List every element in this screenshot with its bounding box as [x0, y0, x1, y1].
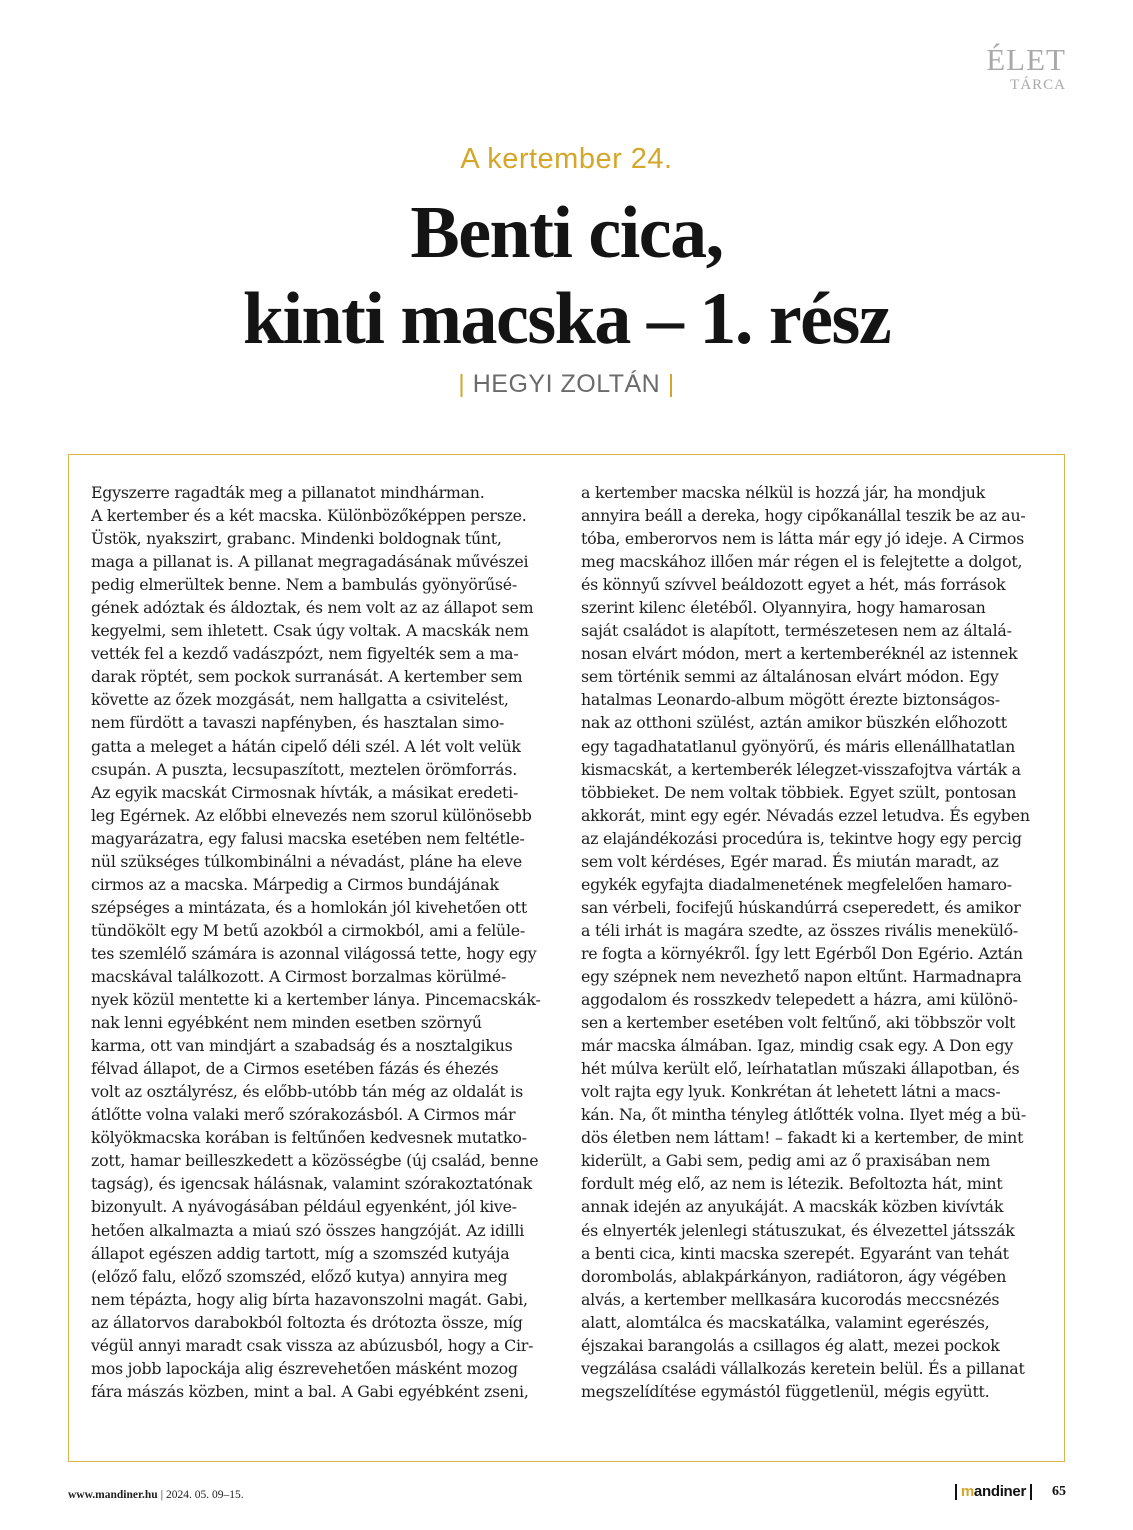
text-line: követte az őzek mozgását, nem hallgatta a csivitelést, [91, 690, 509, 710]
text-line: annyira beáll a dereka, hogy cipőkanállal teszik be az au- [581, 506, 1026, 526]
text-line: macskával találkozott. A Cirmost borzalmas körülmé- [91, 966, 507, 986]
text-line: gének adóztak és áldoztak, és nem volt az az állapot sem [91, 598, 534, 618]
text-line: hetően alkalmazta a miaú szó összes hangzóját. Az idilli [91, 1220, 525, 1240]
headline-line-1: Benti cica, [410, 192, 723, 274]
text-line: dös életben nem láttam! – fakadt ki a kertember, de mint [581, 1128, 1024, 1148]
text-line: és elnyerték jelenlegi státuszukat, és élvezettel játsszák [581, 1220, 1015, 1240]
text-line: re fogta a környékről. Így lett Egérből Don Egério. Aztán [581, 943, 1023, 963]
text-line: kölyökmacska korában is feltűnően kedvesnek mutatko- [91, 1128, 527, 1148]
text-line: A kertember és a két macska. Különbözőképpen persze. [91, 506, 527, 526]
text-line: alatt, alomtálca és macskatálka, valamint egerészés, [581, 1312, 990, 1332]
article-column-1 [91, 481, 549, 1403]
logo-text: andiner [973, 1483, 1026, 1500]
text-line: fára mászás közben, mint a bal. A Gabi egyébként zseni, [91, 1381, 529, 1401]
text-line: tes szemlélő számára is azonnal világossá tette, hogy egy [91, 943, 537, 963]
text-line: akkorát, mint egy egér. Névadás ezzel letudva. És egyben [581, 805, 1030, 825]
text-line: a kertember macska nélkül is hozzá jár, ha mondjuk [581, 483, 986, 502]
text-line: kegyelmi, sem ihletett. Csak úgy voltak. A macskák nem [91, 621, 529, 641]
text-line: szépséges a mintázata, és a homlokán jól kivehetően ott [91, 897, 527, 917]
text-line: volt az osztályrész, és előbb-utóbb tán még az oldalát is [91, 1082, 523, 1102]
text-line: fordult még elő, az nem is létezik. Befoltozta hát, mint [581, 1174, 1003, 1194]
text-line: aggodalom és rosszkedv telepedett a házra, ami különö- [581, 990, 1018, 1010]
text-line: tóba, emberorvos nem is látta már egy jó ideje. A Cirmos [581, 529, 1025, 549]
text-line: kismacskát, a kertemberék lélegzet-visszafojtva várták a [581, 759, 1021, 779]
text-line: nem fürdött a tavaszi napfényben, és hasztalan simo- [91, 713, 505, 733]
text-line: volt rajta egy lyuk. Konkrétan át lehetett látni a macs- [581, 1082, 1001, 1102]
text-line: a téli irhát is magára szedte, az összes rivális menekülő- [581, 920, 1019, 940]
page-number: 65 [1052, 1484, 1066, 1499]
text-line: sen a kertember esetében volt feltűnő, aki többször volt [581, 1013, 1016, 1033]
series-title: A kertember 24. [460, 143, 673, 175]
text-line: állapot egészen addig tartott, míg a szomszéd kutyája [91, 1243, 510, 1263]
section-subname: TÁRCA [1010, 77, 1066, 93]
text-line: Egyszerre ragadták meg a pillanatot mindhárman. [91, 483, 485, 502]
headline-line-2: kinti macska – 1. rész [242, 278, 891, 360]
logo-accent: m [960, 1483, 974, 1500]
text-line: (előző falu, előző szomszéd, előző kutya) annyira meg [91, 1266, 508, 1286]
text-line: a benti cica, kinti macska szerepét. Egyaránt van tehát [581, 1243, 1009, 1263]
text-line: annak idején az anyukáját. A macskák közben kivívták [581, 1197, 1004, 1217]
article-frame [68, 454, 1065, 1462]
text-line: kiderült, a Gabi sem, pedig ami az ő praxisában nem [581, 1151, 990, 1171]
text-line: nyek közül mentette ki a kertember lánya. Pincemacskák- [91, 990, 541, 1010]
text-line: vették fel a kezdő vadászpózt, nem figyelték sem a ma- [91, 644, 519, 664]
text-line: nem tépázta, hogy alig bírta hazavonszolni magát. Gabi, [91, 1289, 528, 1309]
footer-brand [955, 1484, 1066, 1500]
text-line: már macska álmában. Igaz, mindig csak egy. A Don egy [581, 1036, 1014, 1056]
text-line: leg Egérnek. Az előbbi elnevezés nem szorul különösebb [91, 805, 532, 825]
text-line: átlőtte volna valaki merő szórakozásból. A Cirmos már [91, 1105, 516, 1125]
text-line: tagság), és igencsak hálásnak, valamint szórakoztatónak [91, 1174, 532, 1194]
footer-url[interactable]: www.mandiner.hu [68, 1489, 158, 1501]
headline [0, 190, 1133, 362]
text-line: szerint kilenc életéből. Olyannyira, hogy hamarosan [581, 598, 986, 618]
text-line: sem volt kérdéses, Egér marad. És miután maradt, az [581, 851, 999, 871]
text-line: az állatorvos darabokból foltozta és drótozta össze, míg [91, 1312, 523, 1332]
text-line: egy tagadhatatlanul gyönyörű, és máris ellenállhatatlan [581, 736, 1016, 756]
byline-bar-left: | [458, 370, 466, 398]
footer-date: 2024. 05. 09–15. [166, 1489, 244, 1501]
article-column-2 [581, 481, 1039, 1403]
section-tag [986, 44, 1066, 94]
text-line: Az egyik macskát Cirmosnak hívták, a másikat eredeti- [91, 782, 519, 802]
text-line: és könnyű szívvel beáldozott egyet a hét, más források [581, 575, 1006, 595]
text-line: kán. Na, őt mintha tényleg átlőtték volna. Ilyet még a bü- [581, 1105, 1026, 1125]
text-line: éjszakai barangolás a csillagos ég alatt, mezei pockok [581, 1335, 1000, 1355]
text-line: saját családot is alapított, természetesen nem az általá- [581, 621, 1012, 641]
text-line: hét múlva került elő, leírhatatlan műszaki állapotban, és [581, 1059, 1020, 1079]
text-line: egy szépnek nem nevezhető napon eltűnt. Harmadnapra [581, 966, 1022, 986]
text-line: san vérbeli, focifejű húskandúrrá cseperedett, és amikor [581, 897, 1021, 917]
text-line: az elajándékozási procedúra is, tekintve hogy egy percig [581, 828, 1022, 848]
author-name: HEGYI ZOLTÁN [472, 370, 661, 398]
text-line: maga a pillanat is. A pillanat megragadásának művészei [91, 552, 529, 572]
text-line: pedig elmerültek benne. Nem a bambulás gyönyörűsé- [91, 575, 517, 595]
text-line: meg macskához illően már régen el is felejtette a dolgot, [581, 552, 1023, 572]
text-line: Üstök, nyakszirt, grabanc. Mindenki boldognak tűnt, [91, 529, 502, 549]
text-line: nak az otthoni szülést, aztán amikor büszkén előhozott [581, 713, 1007, 733]
text-line: megszelídítése egymástól függetlenül, mégis együtt. [581, 1381, 990, 1401]
text-line: darak röptét, sem pockok surranását. A kertember sem [91, 667, 523, 687]
text-line: csupán. A puszta, lecsupaszított, meztelen örömforrás. [91, 759, 517, 779]
text-line: karma, ott van mindjárt a szabadság és a nosztalgikus [91, 1036, 513, 1056]
text-line: bizonyult. A nyávogásában például egyenként, jól kive- [91, 1197, 517, 1217]
text-line: nak lenni egyébként nem minden esetben szörnyű [91, 1013, 482, 1033]
text-line: nül szükséges túlkombinálni a névadást, pláne ha eleve [91, 851, 522, 871]
footer-separator: | [160, 1489, 163, 1501]
text-line: vegzálása családi vállalkozás keretein belül. És a pillanat [581, 1358, 1025, 1378]
text-line: nosan elvárt módon, mert a kertemberéknél az istennek [581, 644, 1018, 664]
text-line: tündökölt egy M betű azokból a cirmokból, ami a felüle- [91, 920, 525, 940]
mandiner-logo [955, 1484, 1032, 1500]
footer-info [68, 1489, 244, 1501]
text-line: félvad állapot, de a Cirmos esetében fázás és éhezés [91, 1059, 499, 1079]
text-line: gatta a meleget a hátán cipelő déli szél. A lét volt velük [91, 736, 521, 756]
text-line: hatalmas Leonardo-album mögött érezte biztonságos- [581, 690, 1000, 710]
text-line: egykék egyfajta diadalmenetének megfelelően hamaro- [581, 874, 1012, 894]
byline [0, 370, 1133, 399]
section-name: ÉLET [986, 42, 1066, 77]
text-line: zott, hamar beilleszkedett a közösségbe (új család, benne [91, 1151, 539, 1171]
text-line: végül annyi maradt csak vissza az abúzusból, hogy a Cir- [91, 1335, 534, 1355]
byline-bar-right: | [667, 370, 675, 398]
text-line: dorombolás, ablakpárkányon, radiátoron, ágy végében [581, 1266, 1007, 1286]
text-line: többieket. De nem voltak többiek. Egyet szült, pontosan [581, 782, 1017, 802]
text-line: mos jobb lapockája alig észrevehetően másként mozog [91, 1358, 518, 1378]
text-line: magyarázatra, egy falusi macska esetében nem feltétle- [91, 828, 525, 848]
text-line: alvás, a kertember mellkasára kucorodás meccsnézés [581, 1289, 1000, 1309]
text-line: sem történik semmi az általánosan elvárt módon. Egy [581, 667, 999, 687]
text-line: cirmos az a macska. Márpedig a Cirmos bundájának [91, 874, 499, 894]
